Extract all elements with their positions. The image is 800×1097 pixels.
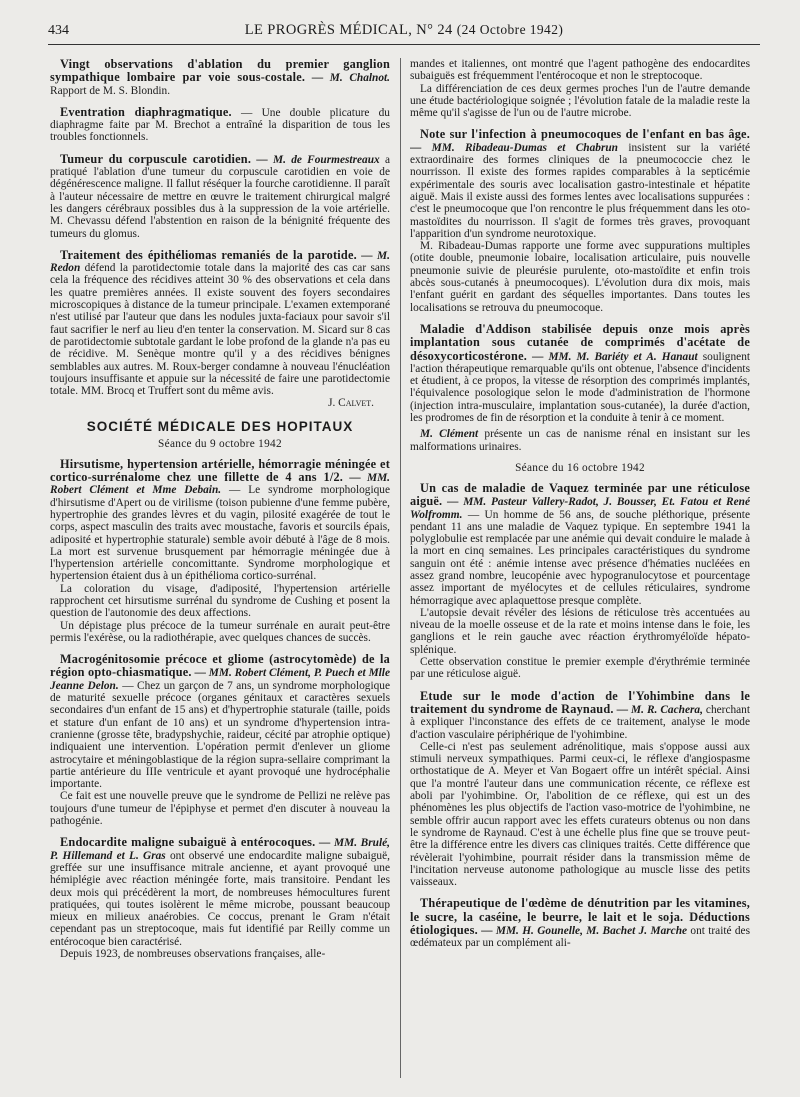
article-pneumocoques (410, 128, 750, 313)
article-paragraph: Un dépistage plus précoce de la tumeur surrénale en aurait peut-être permis l'exérèse, ou la radiothérapie, avec quelques chances de succès. (50, 619, 390, 644)
article-title: Maladie d'Addison stabilisée depuis onze mois après implantation sous cutanée de comprimés d'acétate de désoxycorticostérone. (410, 321, 750, 363)
article-hirsutisme (50, 458, 390, 644)
article-authors: — MM. H. Gounelle, M. Bachet J. Marche (481, 925, 688, 937)
article-body: soulignent l'action thérapeutique remarquable qu'ils ont obtenue, l'absence d'incidents et étudient, à ce propos, la vitesse de résorption des comprimés implantés, l'équivalence posologique selon le mode d'administration de l'hormone (injection intra-musculaire, implantation sous-cutanée), la durée d'action, les prodromes de fin de résorption et la conduite à tenir à ce moment. (410, 350, 750, 425)
article-body: — Le syndrome morphologique d'hirsutisme d'Apert ou de virilisme (toison pubienne d'une femme pubère, hypertrophie des grandes lèvres et du vagin, pilosité exagérée de tout le corps, aspect masculin des traits avec moustache, favoris et sourcils épais, adiposité et hypertrophie staturale) semble avoir débuté à l'âge de 8 mois. La mort est survenue brusquement par hémorragie méningée due à l'hypertension artérielle concomittante. Syndrome morphologique et hypertension étaient dus à un épithélioma cortico-surrénal. (50, 484, 390, 583)
article-body: Rapport de M. S. Blondin. (50, 84, 171, 97)
article-body: ont observé une endocardite maligne subaiguë, greffée sur une insuffisance mitrale ancienne, et ayant provoqué une hémiplégie avec réaction méningée forte, mais transitoire. Pendant les deux mois qui précédèrent la mort, de nombreuses hémocultures furent pratiquées, qui toutes isolèrent le même microbe, poussant beaucoup mieux en milieux anaérobies. Ce coccus, prenant le Gram n'était cependant pas un streptocoque, mais fut identifié par Reilly comme un entérocoque bien caractérisé. (50, 849, 390, 948)
article-paragraph: Ce fait est une nouvelle preuve que le syndrome de Pellizi ne relève pas toujours d'une tumeur de l'épiphyse et permet d'en discuter à nouveau la pathogénie. (50, 790, 390, 828)
article-authors: — MM. Robert Clément et Mme Debain. (50, 472, 390, 497)
article-authors: — MM. M. Bariéty et A. Hanaut (532, 350, 698, 363)
article-yohimbine (410, 690, 750, 889)
article-body: a pratiqué l'ablation d'une tumeur du corpuscule carotidien en voie de dégénérescence maligne. Il fallut réséquer la fourche carotidienne. Il paraît à l'auteur nécessaire de mettre en œuvre le traitement chirurgical malgré les dangers cérébraux possibles dus à la suppression de la voie artérielle. M. Chevassu défend l'abstention en raison de la bénignité fréquente des tumeurs du glomus. (50, 153, 390, 240)
article-paragraph: Depuis 1923, de nombreuses observations françaises, alle- (60, 948, 326, 960)
article-authors: — MM. Robert Clément, P. Puech et Mlle Jeanne Delon. (50, 667, 390, 692)
article-authors: — MM. Brulé, P. Hillemand et L. Gras (50, 837, 390, 862)
article-body: insistent sur la variété extraordinaire des formes cliniques de la pneumococcie chez le nourrisson. Il existe des formes rapides comparables à la septicémie expérimentale des souris avec localisation gastro-intestinale et hépatite aiguë. Mais il existe aussi des formes lentes avec localisations suppurées : c'est le pneumocoque que l'on rencontre le plus fréquemment dans les oto-mastoïdites du nourrisson. Il s'agit de formes très graves, provoquant l'apparition d'un syndrome neurotoxique. (410, 141, 750, 240)
left-column (50, 58, 390, 1082)
article-title: Hirsutisme, hypertension artérielle, hémorragie méningée et cortico-surrénalome chez une fillette de 4 ans 1/2. (50, 456, 390, 485)
article-body: ont traité des œdémateux par un complément ali- (410, 925, 750, 950)
article-signature: J. Calvet. (328, 397, 374, 410)
article-title: Eventration diaphragmatique. (60, 104, 232, 119)
session-date: Séance du 9 octobre 1942 (158, 437, 282, 450)
right-column (410, 58, 750, 1082)
article-body: — Un homme de 56 ans, de souche pléthorique, présente pendant 11 ans une maladie de Vaquez typique. En septembre 1941 la polyglobulie est remplacée par une anémie qui devait conduire le malade à la mort en cinq semaines. Les principales caractéristiques du syndrome sanguin ont été : anémie intense avec présence d'hématies nucléées en assez grand nombre, leucopénie avec hypogranulocytose et pourcentage assez important de myélocytes et de cellules réticulaires, syndrome hémorragique avec aplaquettose presque complète. (410, 508, 750, 607)
article-body: défend la parotidectomie totale dans la majorité des cas car sans cela la fréquence des récidives atteint 30 % des observations et cela dans les quatre premières années. Il existe souvent des foyers secondaires microscopiques à distance de la tumeur principale. L'examen extemporané n'est utilisé par l'auteur que dans les nodules juxta-faciaux pour savoir s'il faut sacrifier le nerf au lieu d'en tenter la conservation. M. Sicard sur 8 cas de parotidectomie subtotale gardant le lobe profond de la glande n'a pas eu de récidive. M. Senèque montre qu'il y a des récidives bénignes semblables aux autres. M. Roux-berger condamne à nouveau l'énucléation toujours insuffisante et appuie sur la nécessité de faire une parotidectomie totale. MM. Brocq et Truffert sont du même avis. (50, 262, 390, 398)
session-date: Séance du 16 octobre 1942 (515, 461, 645, 474)
article-body: présente un cas de nanisme rénal en insistant sur les malformations urinaires. (410, 428, 750, 453)
article-authors: — M. de Fourmestreaux (256, 153, 380, 166)
issue-date: (24 Octobre 1942) (456, 22, 564, 37)
article-title: Macrogénitosomie précoce et gliome (astrocytomède) de la région opto-chiasmatique. (50, 652, 390, 680)
article-title: Tumeur du corpuscule carotidien. (60, 151, 252, 166)
article-eventration (50, 106, 390, 144)
article-endocardite-continued (410, 58, 750, 119)
article-macrogenitosomie (50, 653, 390, 827)
article-title: Note sur l'infection à pneumocoques de l'enfant en bas âge. (420, 127, 750, 142)
article-authors: — MM. Pasteur Vallery-Radot, J. Bousser, Et. Fatou et René Wolfromm. (410, 496, 750, 521)
article-vaquez (410, 482, 750, 681)
article-addison (410, 323, 750, 453)
journal-name: LE PROGRÈS MÉDICAL, N° 24 (244, 22, 453, 38)
article-parotide (50, 249, 390, 410)
article-title: Un cas de maladie de Vaquez terminée par une réticulose aiguë. (410, 480, 750, 509)
article-body: — Une double plicature du diaphragme faite par M. Brechot a entraîné la disparition de tous les troubles fonctionnels. (50, 106, 390, 144)
article-title: Vingt observations d'ablation du premier ganglion sympathique lombaire par voie sous-costale. (50, 58, 390, 85)
article-paragraph: La différenciation de ces deux germes proches l'un de l'autre demande une étude bactériologique soignée ; l'évolution fatale de la maladie reste la même qu'il s'agisse de l'un ou de l'autre microbe. (410, 82, 750, 120)
section-heading: SOCIÉTÉ MÉDICALE DES HOPITAUX (86, 418, 354, 434)
article-body: cherchant à expliquer l'inconstance des effets de ce traitement, analyse le mode d'action vasculaire périphérique de l'yohimbine. (410, 703, 750, 741)
article-paragraph: Cette observation constitue le premier exemple d'érythrémie terminée par une réticulose aiguë. (410, 656, 750, 681)
article-authors: M. Clément (420, 428, 479, 441)
article-body: — Chez un garçon de 7 ans, un syndrome morphologique de maturité sexuelle précoce (organes génitaux et caractères sexuels secondaires d'un enfant de 15 ans) et d'hypertrophie staturale (taille, poids et stature d'un enfant de 10 ans) et un syndrome d'hypertension intra-cranienne (grosse tête, bradypshychie, raideur, cécité par atrophie optique) indiquaient une intervention. L'opération permit d'enlever un gliome astrocytaire et méningoblastique de la région supra-sellaire comprimant la partie antérieure du IIIe ventricule et ayant provoqué une hydrocéphalie importante. (50, 679, 390, 791)
article-authors: — M. Redon (50, 249, 390, 275)
page-number: 434 (48, 23, 69, 38)
article-oedeme (410, 897, 750, 949)
article-ganglion (50, 58, 390, 97)
header-rule (48, 44, 760, 45)
column-divider (400, 58, 401, 1078)
article-paragraph: Celle-ci n'est pas seulement adrénolitique, mais s'oppose aussi aux stimuli nerveux sympathiques. Parmi ceux-ci, le réflexe d'angiospasme orthostatique de A. Meyer et Van Bogaert offre un intérêt spécial. Ainsi que l'a montré l'auteur dans une communication récente, ce réflexe est aboli par l'yohimbine. Or, l'abolition de ce réflexe, qui est un des phénomènes les plus objectifs de l'action vaso-motrice de l'yohimbine, ne semble offrir aucun rapport avec les effets curateurs obtenus ou non dans le syndrome de Raynaud. C'est à une échelle plus fine que se trouve peut-être la différence entre les divers cas cliniques traités. Cette différence que révèlerait l'yohimbine, pourrait résider dans la transmission même de l'incitation nerveuse autonome pathologique au muscle lisse des petits vaisseaux. (410, 740, 750, 889)
article-title: Endocardite maligne subaiguë à entérocoques. (60, 835, 316, 850)
article-paragraph: mandes et italiennes, ont montré que l'agent pathogène des endocardites subaiguës est fréquemment l'entérocoque et non le streptocoque. (410, 58, 750, 83)
article-title: Traitement des épithéliomas remaniés de la parotide. (60, 247, 357, 262)
article-paragraph: M. Ribadeau-Dumas rapporte une forme avec suppurations multiples (otite double, pneumonie lobaire, localisation articulaire, puis nouvelle pneumonie suivie de pleurésie purulente, oto-mastoïdite et enfin trois abcès sous-cutanés à pneumocoques). L'évolution dura dix mois, mais l'enfant guérit en gardant des séquelles importantes. Dans toutes les localisations se retrouva du pneumocoque. (410, 240, 750, 314)
article-title: Etude sur le mode d'action de l'Yohimbine dans le traitement du syndrome de Raynaud. (410, 688, 750, 716)
article-authors: — M. R. Cachera, (616, 703, 703, 716)
running-title (48, 22, 760, 39)
article-paragraph: L'autopsie devait révéler des lésions de réticulose très accentuées au niveau de la moelle osseuse et de la rate et moins intense dans le foie, les ganglions et le rein gauche avec réaction érythromyéloïde hépato-splénique. (410, 606, 750, 656)
article-authors: — M. Chalnot. (311, 72, 390, 85)
article-endocardite (50, 836, 390, 960)
article-tumeur-carotidien (50, 153, 390, 240)
article-title: Thérapeutique de l'œdème de dénutrition par les vitamines, le sucre, la caséine, le beurre, le lait et le soja. Déductions étiologiques. (410, 896, 750, 937)
article-authors: — MM. Ribadeau-Dumas et Chabrun (410, 141, 618, 154)
article-paragraph: La coloration du visage, d'adiposité, l'hypertension artérielle rapprochent cet hirsutisme surrénal du syndrome de Cushing et posent la question de l'autonomie des deux affections. (50, 582, 390, 620)
page-header (48, 20, 760, 42)
